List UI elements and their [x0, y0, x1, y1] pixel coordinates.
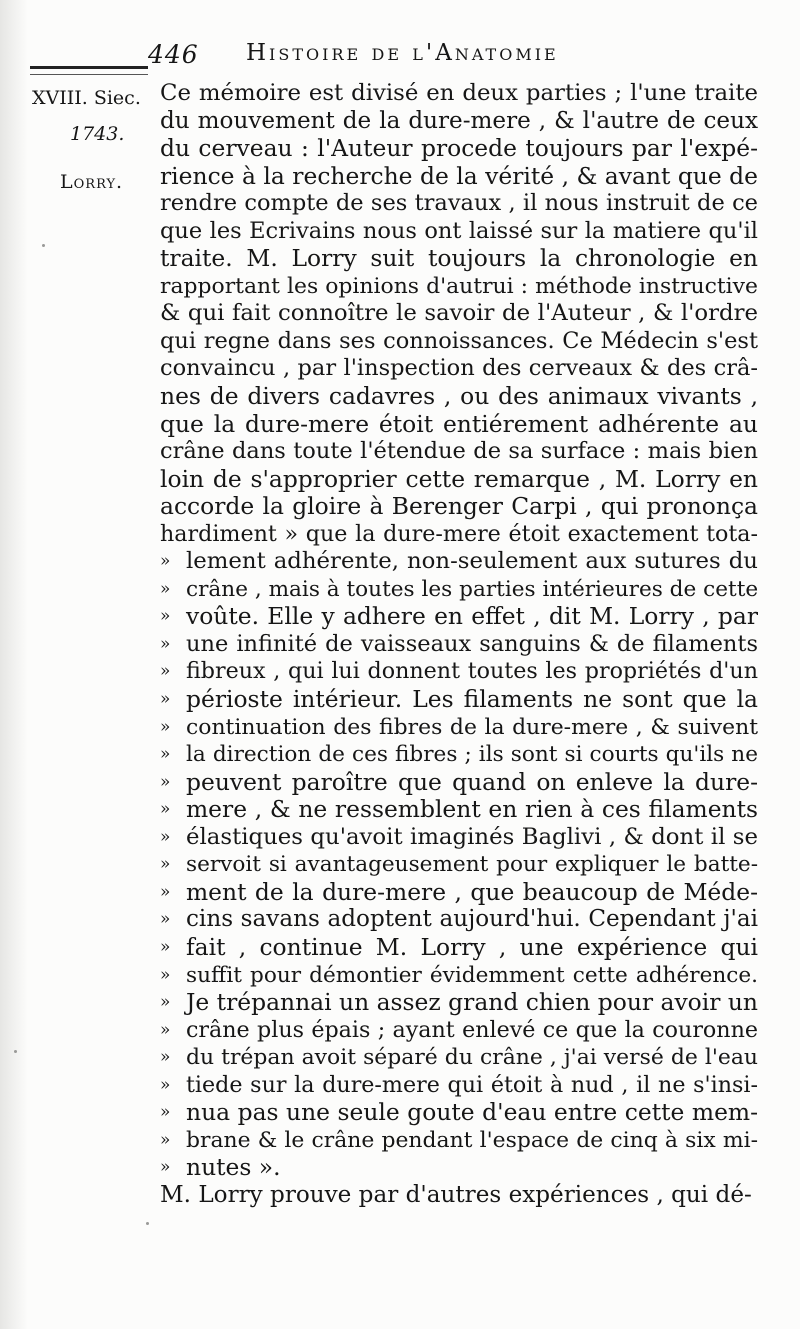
text-line-content: périoste intérieur. Les filaments ne sont que la	[186, 686, 758, 714]
text-line	[160, 163, 758, 191]
quote-mark: »	[160, 551, 170, 572]
quote-mark: »	[160, 578, 170, 599]
ink-speck	[42, 244, 45, 247]
quote-mark: »	[160, 689, 170, 710]
text-line-content: rience à la recherche de la vérité , & avant que de	[160, 162, 758, 190]
text-line-content: Ce mémoire est divisé en deux parties ; l'une traite	[160, 80, 758, 106]
ink-speck	[14, 1050, 17, 1053]
text-line	[160, 135, 758, 163]
text-line	[160, 466, 758, 494]
text-line	[160, 631, 758, 659]
text-line	[160, 355, 758, 383]
text-line	[160, 741, 758, 769]
text-line-content: rapportant les opinions d'autrui : méthode instructive	[160, 273, 758, 299]
quote-mark: »	[160, 936, 170, 957]
text-line-content: fibreux , qui lui donnent toutes les propriétés d'un	[186, 658, 758, 685]
text-line	[160, 1017, 758, 1045]
running-title: Histoire de l'Anatomie	[246, 40, 559, 66]
text-line	[160, 796, 758, 824]
text-line-content: du mouvement de la dure-mere , & l'autre de ceux	[160, 107, 758, 134]
quote-mark: »	[160, 633, 170, 654]
text-line-content: lement adhérente, non-seulement aux sutures du	[186, 548, 758, 575]
text-line	[160, 300, 758, 328]
text-line	[160, 1127, 758, 1155]
text-line	[160, 218, 758, 246]
text-line-content: peuvent paroître que quand on enleve la dure-	[186, 768, 758, 796]
text-line	[160, 851, 758, 879]
text-line-content: crâne dans toute l'étendue de sa surface : mais bien	[160, 438, 758, 465]
text-line-content: suffit pour démontier évidemment cette adhérence.	[186, 962, 758, 988]
quote-mark: »	[160, 799, 170, 820]
ink-speck	[146, 1222, 149, 1225]
text-line	[160, 411, 758, 439]
text-line-content: voûte. Elle y adhere en effet , dit M. Lorry , par	[186, 603, 758, 631]
text-line	[160, 273, 758, 301]
text-line	[160, 80, 758, 108]
text-line	[160, 1182, 758, 1210]
text-line-content: nua pas une seule goute d'eau entre cette mem-	[186, 1099, 758, 1127]
text-line	[160, 989, 758, 1017]
header-rule-thin	[30, 74, 148, 75]
text-line	[160, 686, 758, 714]
text-line-content: la direction de ces fibres ; ils sont si courts qu'ils ne	[186, 742, 758, 768]
quote-mark: »	[160, 661, 170, 682]
text-line-content: accorde la gloire à Berenger Carpi , qui prononça	[160, 493, 758, 521]
page-number: 446	[148, 40, 199, 69]
quote-mark: »	[160, 771, 170, 792]
text-line-content: continuation des fibres de la dure-mere , & suivent	[186, 714, 758, 740]
text-line-content: crâne , mais à toutes les parties intérieures de cette	[186, 576, 758, 602]
text-line	[160, 1072, 758, 1100]
text-line	[160, 824, 758, 852]
text-line-content: loin de s'approprier cette remarque , M. Lorry en	[160, 465, 758, 493]
text-line-content: élastiques qu'avoit imaginés Baglivi , & dont il se	[186, 823, 758, 850]
quote-mark: »	[160, 854, 170, 875]
quote-mark: »	[160, 909, 170, 930]
text-line	[160, 603, 758, 631]
text-line	[160, 108, 758, 136]
text-line-content: hardiment » que la dure-mere étoit exactement tota-	[160, 520, 758, 547]
text-line	[160, 521, 758, 549]
quote-mark: »	[160, 1074, 170, 1095]
text-line	[160, 879, 758, 907]
text-line	[160, 1154, 758, 1182]
text-line-content: nes de divers cadavres , ou des animaux vivants ,	[160, 383, 758, 411]
text-line	[160, 658, 758, 686]
text-line-content: servoit si avantageusement pour expliquer le batte-	[186, 852, 758, 878]
text-line-content: crâne plus épais ; ayant enlevé ce que la couronne	[186, 1016, 758, 1043]
text-line	[160, 962, 758, 990]
text-line-content: mere , & ne ressemblent en rien à ces filaments	[186, 796, 758, 824]
body-text	[160, 80, 758, 1209]
quote-mark: »	[160, 1019, 170, 1040]
text-line-content: & qui fait connoître le savoir de l'Auteur , & l'ordre	[160, 300, 758, 327]
text-line-content: convaincu , par l'inspection des cerveaux & des crâ-	[160, 355, 758, 382]
text-line	[160, 190, 758, 218]
text-line-content: rendre compte de ses travaux , il nous instruit de ce	[160, 190, 758, 217]
text-line-content: nutes ».	[186, 1154, 281, 1182]
quote-mark: »	[160, 606, 170, 627]
running-header	[148, 36, 768, 76]
margin-author: Lorry.	[60, 171, 124, 193]
text-line	[160, 1044, 758, 1072]
text-line	[160, 714, 758, 742]
text-line	[160, 245, 758, 273]
quote-mark: »	[160, 1102, 170, 1123]
text-line-content: brane & le crâne pendant l'espace de cinq à six mi-	[186, 1127, 758, 1153]
page-edge-shadow	[0, 0, 28, 1329]
text-line-content: qui regne dans ses connoissances. Ce Médecin s'est	[160, 327, 758, 354]
text-line-content: fait , continue M. Lorry , une expérience qui	[186, 933, 758, 961]
text-line-content: traite. M. Lorry suit toujours la chronologie en	[160, 245, 758, 273]
text-line	[160, 906, 758, 934]
text-line	[160, 328, 758, 356]
quote-mark: »	[160, 1129, 170, 1150]
text-line-content: M. Lorry prouve par d'autres expériences , qui dé-	[160, 1181, 752, 1208]
text-line	[160, 493, 758, 521]
text-line	[160, 576, 758, 604]
margin-century: XVIII. Siec.	[32, 87, 141, 109]
text-line-content: du cerveau : l'Auteur procede toujours par l'expé-	[160, 135, 758, 163]
text-line	[160, 1099, 758, 1127]
quote-mark: »	[160, 881, 170, 902]
header-rule	[30, 66, 148, 69]
quote-mark: »	[160, 964, 170, 985]
text-line-content: cins savans adoptent aujourd'hui. Cependant j'ai	[186, 906, 758, 933]
text-line-content: que la dure-mere étoit entiérement adhérente au	[160, 410, 758, 438]
quote-mark: »	[160, 1157, 170, 1178]
quote-mark: »	[160, 1047, 170, 1068]
quote-mark: »	[160, 716, 170, 737]
quote-mark: »	[160, 744, 170, 765]
text-line-content: du trépan avoit séparé du crâne , j'ai versé de l'eau	[186, 1045, 758, 1071]
text-line-content: ment de la dure-mere , que beaucoup de Méde-	[186, 878, 758, 906]
quote-mark: »	[160, 992, 170, 1013]
text-line	[160, 438, 758, 466]
text-line-content: une infinité de vaisseaux sanguins & de filaments	[186, 630, 758, 657]
text-line	[160, 548, 758, 576]
text-line	[160, 383, 758, 411]
text-line-content: que les Ecrivains nous ont laissé sur la matiere qu'il	[160, 217, 758, 244]
text-line-content: tiede sur la dure-mere qui étoit à nud , il ne s'insi-	[186, 1071, 758, 1098]
text-line	[160, 934, 758, 962]
quote-mark: »	[160, 826, 170, 847]
text-line-content: Je trépannai un assez grand chien pour avoir un	[186, 989, 758, 1017]
margin-year: 1743.	[70, 123, 125, 145]
text-line	[160, 769, 758, 797]
